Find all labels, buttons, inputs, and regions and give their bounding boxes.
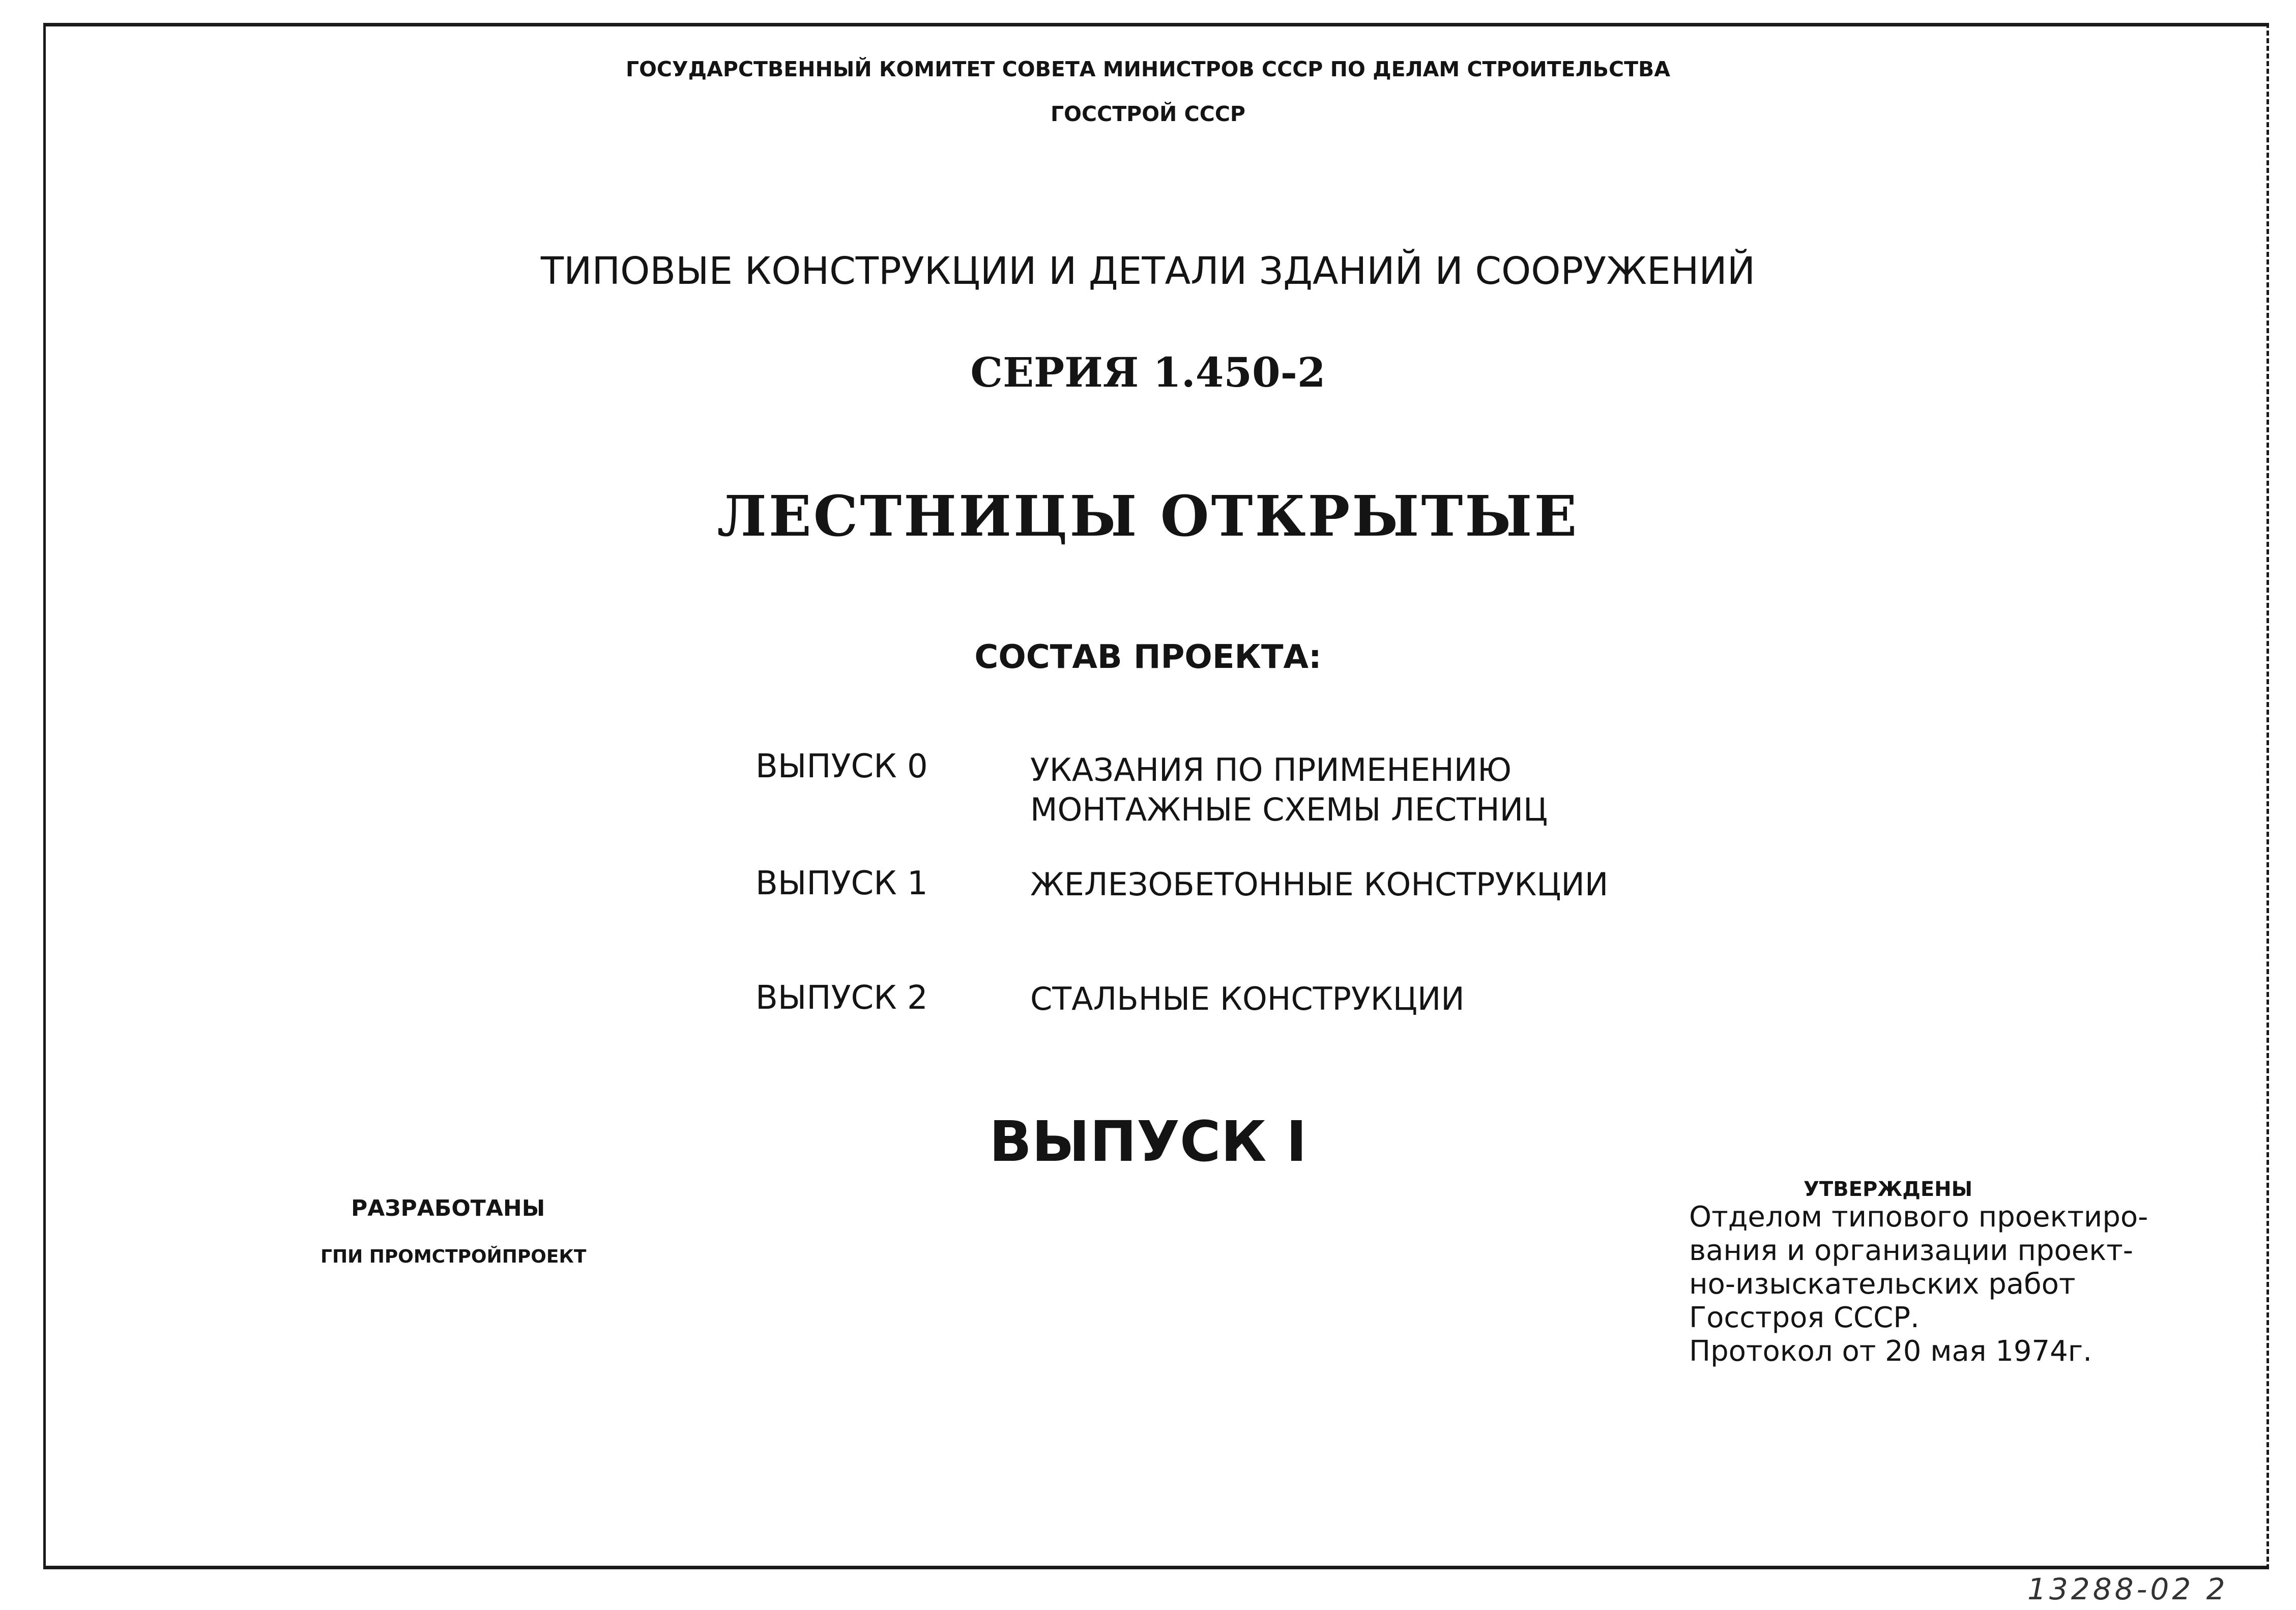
approval-line-3: но-изыскательских работ bbox=[1689, 1268, 2076, 1301]
issue-2-label: ВЫПУСК 2 bbox=[755, 979, 928, 1017]
agency-header: ГОССТРОЙ СССР bbox=[1051, 102, 1245, 126]
archive-stamp: 13288-02 2 bbox=[2027, 1572, 2228, 1606]
issue-2-description: СТАЛЬНЫЕ КОНСТРУКЦИИ bbox=[1030, 980, 1465, 1017]
series-number: СЕРИЯ 1.450-2 bbox=[970, 348, 1326, 396]
developed-heading: РАЗРАБОТАНЫ bbox=[351, 1195, 545, 1221]
document-title: ТИПОВЫЕ КОНСТРУКЦИИ И ДЕТАЛИ ЗДАНИЙ И СООРУЖЕНИЙ bbox=[540, 249, 1756, 293]
committee-header: ГОСУДАРСТВЕННЫЙ КОМИТЕТ СОВЕТА МИНИСТРОВ СССР ПО ДЕЛАМ СТРОИТЕЛЬСТВА bbox=[625, 57, 1671, 81]
issue-1-label: ВЫПУСК 1 bbox=[755, 865, 928, 902]
current-issue: ВЫПУСК I bbox=[989, 1109, 1307, 1174]
approval-line-4: Госстроя СССР. bbox=[1689, 1301, 1920, 1334]
approval-line-1: Отделом типового проектиро- bbox=[1689, 1201, 2148, 1234]
issue-0-description bbox=[1030, 750, 1548, 830]
approval-line-2: вания и организации проект- bbox=[1689, 1234, 2133, 1267]
approval-text bbox=[1689, 1201, 2148, 1368]
composition-heading: СОСТАВ ПРОЕКТА: bbox=[974, 638, 1322, 676]
issue-1-description: ЖЕЛЕЗОБЕТОННЫЕ КОНСТРУКЦИИ bbox=[1030, 866, 1609, 903]
approved-heading: УТВЕРЖДЕНЫ bbox=[1804, 1178, 1973, 1201]
developer-org: ГПИ ПРОМСТРОЙПРОЕКТ bbox=[321, 1246, 587, 1267]
main-title: ЛЕСТНИЦЫ ОТКРЫТЫЕ bbox=[717, 483, 1579, 549]
approval-line-5: Протокол от 20 мая 1974г. bbox=[1689, 1335, 2092, 1368]
issue-0-line-1: УКАЗАНИЯ ПО ПРИМЕНЕНИЮ bbox=[1030, 751, 1512, 788]
issue-0-line-2: МОНТАЖНЫЕ СХЕМЫ ЛЕСТНИЦ bbox=[1030, 791, 1548, 828]
issue-0-label: ВЫПУСК 0 bbox=[755, 748, 928, 785]
